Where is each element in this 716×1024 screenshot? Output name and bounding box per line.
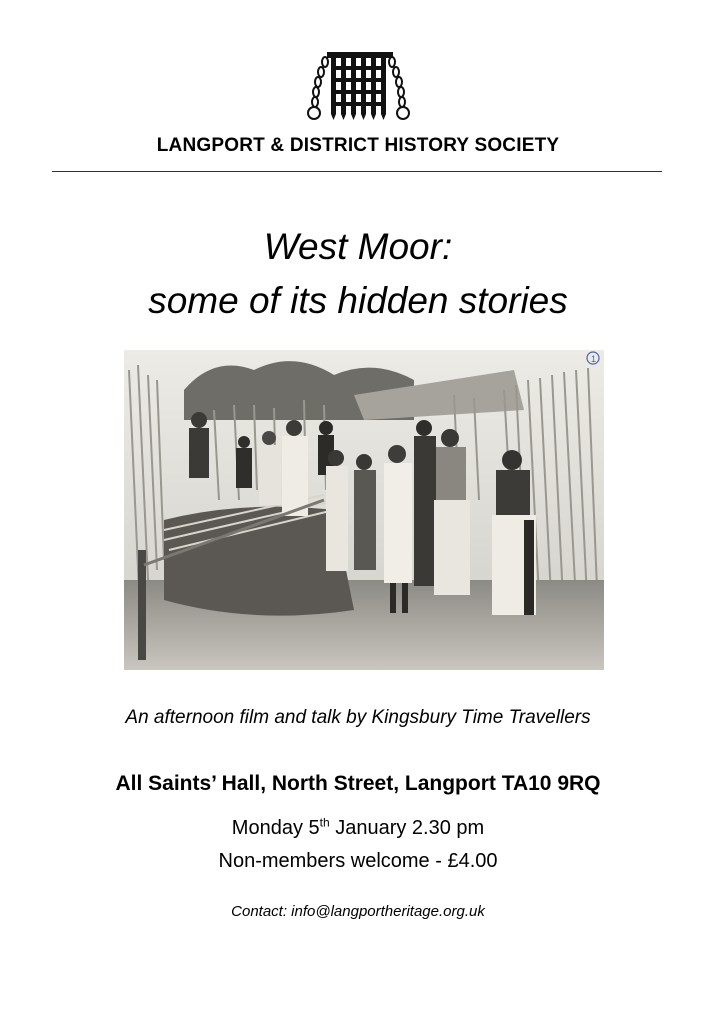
date-day: Monday 5 <box>231 817 320 839</box>
event-title-line2: some of its hidden stories <box>148 280 568 321</box>
admission-price: Non-members welcome - £4.00 <box>218 850 498 872</box>
portcullis-logo-icon <box>305 50 415 122</box>
date-rest: January 2.30 pm <box>329 817 485 839</box>
date-ordinal: th <box>319 815 330 830</box>
header-divider <box>52 171 662 172</box>
archival-photo <box>124 350 604 670</box>
event-title-line1: West Moor: <box>263 226 453 267</box>
venue-address: All Saints’ Hall, North Street, Langport TA10 9RQ <box>115 772 601 795</box>
svg-text:1: 1 <box>591 354 597 364</box>
contact-info: Contact: info@langportheritage.org.uk <box>231 903 485 920</box>
event-subtitle: An afternoon film and talk by Kingsbury Time Travellers <box>125 707 591 728</box>
organisation-name: LANGPORT & DISTRICT HISTORY SOCIETY <box>156 135 560 156</box>
event-date <box>0 817 716 840</box>
